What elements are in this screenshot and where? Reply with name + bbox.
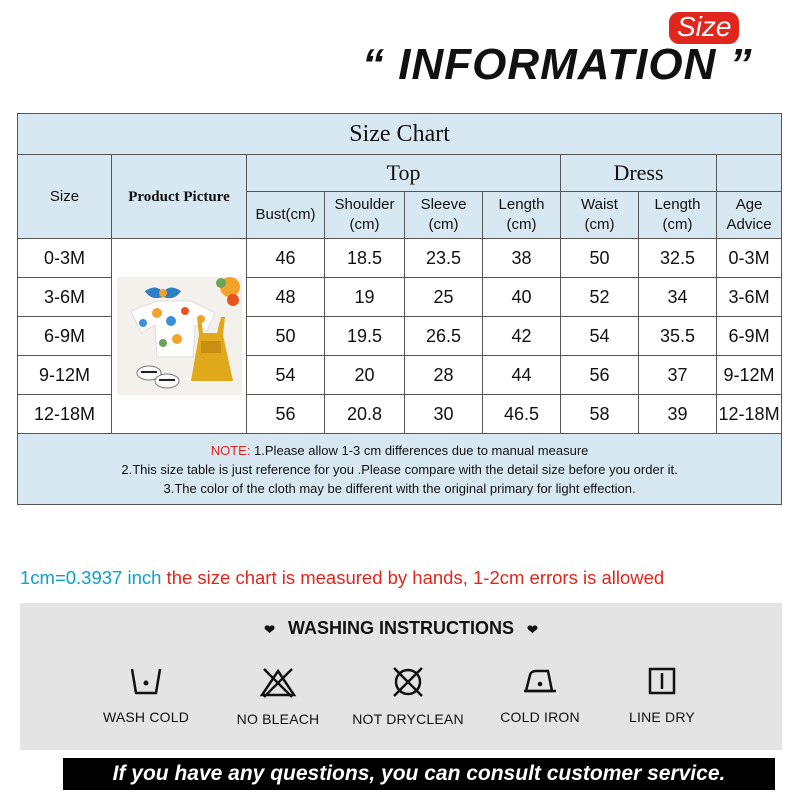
note-line-1: NOTE: 1.Please allow 1-3 cm differences due to manual measure	[210, 442, 589, 458]
note-label: NOTE:	[210, 442, 251, 458]
wash-label: COLD IRON	[500, 709, 580, 725]
cell-shoulder: 19	[325, 278, 405, 317]
wash-label: LINE DRY	[629, 709, 695, 725]
cell-waist: 58	[561, 395, 639, 434]
cell-waist: 54	[561, 317, 639, 356]
cell-sleeve: 26.5	[405, 317, 483, 356]
heart-icon: ❤	[264, 622, 275, 637]
cell-dress-length: 32.5	[639, 239, 717, 278]
cell-shoulder: 19.5	[325, 317, 405, 356]
no-bleach-item	[208, 665, 348, 727]
header	[0, 0, 800, 110]
line-dry-icon	[646, 665, 678, 697]
group-top: Top	[247, 155, 561, 192]
cell-dress-length: 39	[639, 395, 717, 434]
cell-sleeve: 25	[405, 278, 483, 317]
cell-shoulder: 20.8	[325, 395, 405, 434]
cell-sleeve: 23.5	[405, 239, 483, 278]
note-line-2: 2.This size table is just reference for you .Please compare with the detail size before you order it.	[121, 461, 678, 477]
cell-bust: 46	[247, 239, 325, 278]
line-dry-item	[592, 665, 732, 725]
size-chart	[17, 113, 781, 508]
cell-sleeve: 28	[405, 356, 483, 395]
header-bust: Bust(cm)	[247, 192, 325, 239]
size-badge: Size	[669, 12, 739, 44]
header-size: Size	[18, 155, 112, 239]
cell-size: 9-12M	[18, 356, 112, 395]
cell-dress-length: 34	[639, 278, 717, 317]
size-chart-table	[17, 113, 782, 505]
cell-age: 12-18M	[717, 395, 782, 434]
cell-age: 9-12M	[717, 356, 782, 395]
header-length: Length (cm)	[483, 192, 561, 239]
cell-bust: 56	[247, 395, 325, 434]
cell-shoulder: 18.5	[325, 239, 405, 278]
cell-size: 0-3M	[18, 239, 112, 278]
page-title: “ INFORMATION ”	[362, 40, 753, 89]
not-dryclean-icon	[388, 665, 428, 699]
contact-banner: If you have any questions, you can consult customer service.	[63, 758, 775, 790]
cell-bust: 48	[247, 278, 325, 317]
header-product-picture: Product Picture	[112, 155, 247, 239]
conversion-text: 1cm=0.3937 inch	[20, 567, 162, 588]
group-dress: Dress	[561, 155, 717, 192]
cell-sleeve: 30	[405, 395, 483, 434]
header-waist: Waist (cm)	[561, 192, 639, 239]
product-picture	[117, 277, 242, 395]
product-picture-cell	[112, 239, 247, 434]
cold-iron-icon	[520, 665, 560, 697]
cell-age: 0-3M	[717, 239, 782, 278]
cell-size: 12-18M	[18, 395, 112, 434]
header-age-advice: Age Advice	[717, 192, 782, 239]
wash-label: NO BLEACH	[236, 711, 320, 727]
washing-instructions	[20, 603, 782, 750]
cell-length: 46.5	[483, 395, 561, 434]
cell-waist: 50	[561, 239, 639, 278]
note-line-3: 3.The color of the cloth may be different with the original primary for light effection.	[163, 480, 636, 496]
wash-cold-item	[76, 665, 216, 725]
not-dryclean-item	[338, 665, 478, 727]
cell-waist: 52	[561, 278, 639, 317]
chart-title: Size Chart	[18, 114, 782, 155]
cell-size: 6-9M	[18, 317, 112, 356]
cell-size: 3-6M	[18, 278, 112, 317]
group-empty	[717, 155, 782, 192]
cell-age: 6-9M	[717, 317, 782, 356]
heart-icon: ❤	[527, 622, 538, 637]
header-dress-length: Length (cm)	[639, 192, 717, 239]
error-warning-text: the size chart is measured by hands, 1-2cm errors is allowed	[161, 567, 665, 588]
no-bleach-icon	[258, 665, 298, 699]
cell-bust: 50	[247, 317, 325, 356]
cell-length: 38	[483, 239, 561, 278]
wash-label: NOT DRYCLEAN	[352, 711, 464, 727]
cell-dress-length: 35.5	[639, 317, 717, 356]
cell-shoulder: 20	[325, 356, 405, 395]
cell-bust: 54	[247, 356, 325, 395]
header-sleeve: Sleeve (cm)	[405, 192, 483, 239]
header-shoulder: Shoulder (cm)	[325, 192, 405, 239]
product-image	[117, 277, 242, 395]
cell-age: 3-6M	[717, 278, 782, 317]
notes	[18, 434, 782, 505]
cell-length: 44	[483, 356, 561, 395]
cell-length: 40	[483, 278, 561, 317]
cell-waist: 56	[561, 356, 639, 395]
measure-note	[20, 567, 664, 589]
cell-dress-length: 37	[639, 356, 717, 395]
wash-label: WASH COLD	[102, 709, 190, 725]
cold-iron-item	[470, 665, 610, 725]
washing-title: ❤ WASHING INSTRUCTIONS ❤	[264, 618, 538, 638]
wash-cold-icon	[128, 665, 164, 697]
table-row	[18, 239, 782, 278]
cell-length: 42	[483, 317, 561, 356]
